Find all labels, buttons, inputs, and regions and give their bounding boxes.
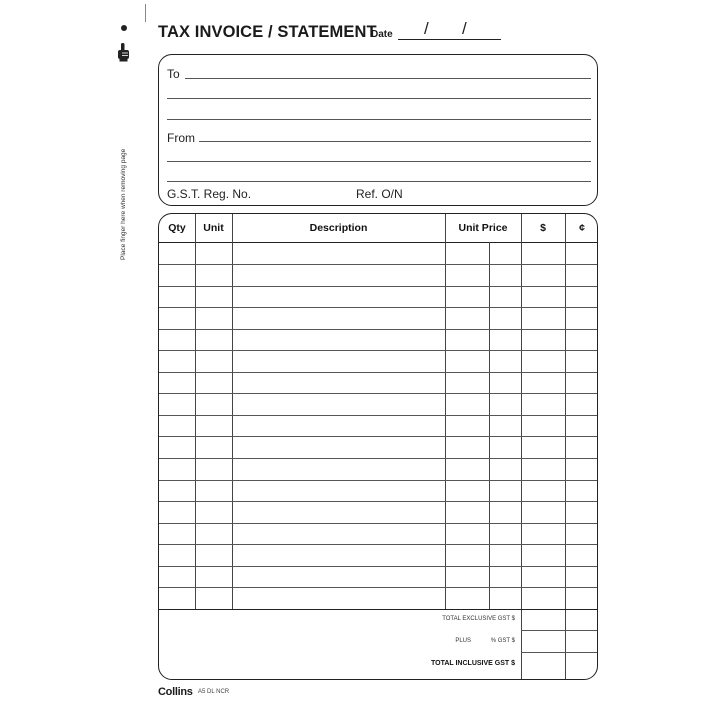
gst-plus-label: PLUS <box>455 638 471 644</box>
date-separator: / <box>462 19 467 38</box>
table-row[interactable] <box>159 523 598 524</box>
total-inclusive-gst-label: TOTAL INCLUSIVE GST $ <box>430 660 515 667</box>
table-row[interactable] <box>159 587 598 588</box>
column-header-dollars: $ <box>540 222 546 234</box>
to-line[interactable] <box>185 78 591 79</box>
items-bottom-rule <box>159 609 598 610</box>
table-row[interactable] <box>159 480 598 481</box>
from-line[interactable] <box>199 141 591 142</box>
pointing-finger-icon <box>116 42 132 62</box>
date-field[interactable] <box>398 21 501 40</box>
to-label: To <box>167 67 180 81</box>
address-line[interactable] <box>167 98 591 99</box>
table-row[interactable] <box>159 372 598 373</box>
table-row[interactable] <box>159 307 598 308</box>
totals-rule <box>521 630 598 631</box>
binding-hole <box>121 25 127 31</box>
total-exclusive-gst-label: TOTAL EXCLUSIVE GST $ <box>442 616 515 622</box>
address-line[interactable] <box>167 181 591 182</box>
table-row[interactable] <box>159 458 598 459</box>
date-separator: / <box>424 19 429 38</box>
table-row[interactable] <box>159 329 598 330</box>
product-code: A5 DL NCR <box>198 689 230 695</box>
items-table <box>158 213 598 680</box>
column-header-description: Description <box>309 222 368 234</box>
table-row[interactable] <box>159 544 598 545</box>
date-label: Date <box>371 29 393 40</box>
column-header-qty: Qty <box>168 222 186 234</box>
item-rows <box>159 242 598 609</box>
table-row[interactable] <box>159 286 598 287</box>
address-line[interactable] <box>167 161 591 162</box>
brand-logo: Collins <box>158 686 193 698</box>
column-header-cents: ¢ <box>579 222 585 234</box>
from-label: From <box>167 131 195 145</box>
table-row[interactable] <box>159 350 598 351</box>
totals-rule <box>521 652 598 653</box>
ref-order-label: Ref. O/N <box>356 187 403 201</box>
table-row[interactable] <box>159 393 598 394</box>
table-row[interactable] <box>159 566 598 567</box>
tear-mark <box>145 4 146 22</box>
column-header-unit: Unit <box>203 222 224 234</box>
column-header-unit-price: Unit Price <box>458 222 508 234</box>
address-box <box>158 54 598 206</box>
address-line[interactable] <box>167 119 591 120</box>
table-row[interactable] <box>159 415 598 416</box>
document-title: TAX INVOICE / STATEMENT <box>158 23 377 41</box>
table-row[interactable] <box>159 436 598 437</box>
table-row[interactable] <box>159 501 598 502</box>
gst-percent-label: % GST $ <box>490 638 515 644</box>
table-row[interactable] <box>159 264 598 265</box>
removal-instruction: Place finger here when removing page <box>120 148 127 260</box>
gst-reg-label: G.S.T. Reg. No. <box>167 187 252 201</box>
